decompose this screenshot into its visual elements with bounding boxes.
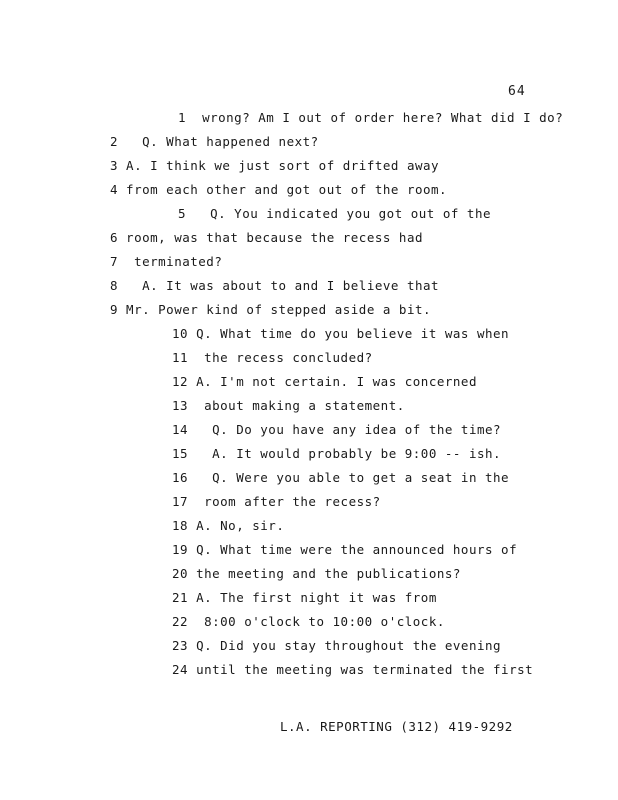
transcript-line-9: 9 Mr. Power kind of stepped aside a bit. (110, 302, 432, 317)
transcript-line-20: 20 the meeting and the publications? (172, 566, 461, 581)
transcript-line-16: 16 Q. Were you able to get a seat in the (172, 470, 510, 485)
transcript-line-13: 13 about making a statement. (172, 398, 405, 413)
transcript-line-14: 14 Q. Do you have any idea of the time? (172, 422, 502, 437)
transcript-line-4: 4 from each other and got out of the room. (110, 182, 448, 197)
transcript-line-10: 10 Q. What time do you believe it was when (172, 326, 510, 341)
transcript-line-24: 24 until the meeting was terminated the first (172, 662, 534, 677)
transcript-line-11: 11 the recess concluded? (172, 350, 373, 365)
transcript-line-8: 8 A. It was about to and I believe that (110, 278, 440, 293)
transcript-line-18: 18 A. No, sir. (172, 518, 285, 533)
reporter-footer: L.A. REPORTING (312) 419-9292 (280, 719, 513, 734)
transcript-line-23: 23 Q. Did you stay throughout the evening (172, 638, 502, 653)
transcript-line-1: 1 wrong? Am I out of order here? What did I do? (178, 110, 564, 125)
transcript-line-3: 3 A. I think we just sort of drifted away (110, 158, 440, 173)
transcript-line-5: 5 Q. You indicated you got out of the (178, 206, 491, 221)
transcript-line-21: 21 A. The first night it was from (172, 590, 437, 605)
transcript-line-6: 6 room, was that because the recess had (110, 230, 423, 245)
transcript-line-17: 17 room after the recess? (172, 494, 381, 509)
transcript-line-15: 15 A. It would probably be 9:00 -- ish. (172, 446, 502, 461)
transcript-line-22: 22 8:00 o'clock to 10:00 o'clock. (172, 614, 445, 629)
page-number: 64 (508, 84, 526, 99)
transcript-line-19: 19 Q. What time were the announced hours of (172, 542, 518, 557)
transcript-line-12: 12 A. I'm not certain. I was concerned (172, 374, 477, 389)
transcript-line-2: 2 Q. What happened next? (110, 134, 319, 149)
transcript-line-7: 7 terminated? (110, 254, 223, 269)
